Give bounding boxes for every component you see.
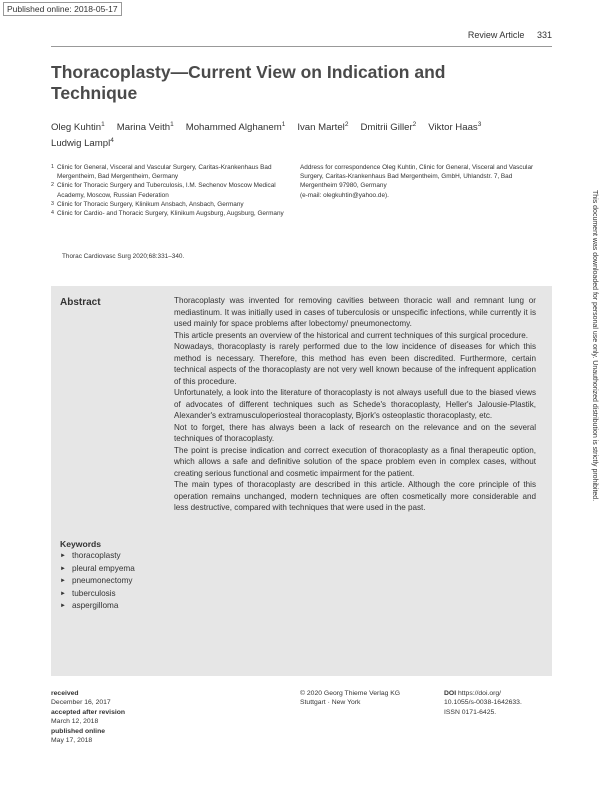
author-name-text: Mohammed Alghanem <box>185 122 282 134</box>
author-name <box>428 122 481 133</box>
page-number: 331 <box>536 30 552 40</box>
abstract-paragraph: Thoracoplasty was invented for removing cavities between thoracic wall and remnant lung or mediastinum. It was initially used in cases of tuberculosis or unspecific infections, while currently it is used mainly for space problems after lobectomy/ pneumonectomy. <box>174 296 536 328</box>
side-notice <box>588 190 598 580</box>
abstract-paragraph: Not to forget, there has always been a lack of research on the relevance and on the several techniques of thoracoplasty. <box>174 422 536 443</box>
correspondence <box>300 163 548 200</box>
affiliation-number: 3 <box>51 200 54 207</box>
abstract-paragraph: The main types of thoracoplasty are described in this article. Although the core principle of this operation remains unchanged, modern techniques are often cosmetically more considerable and less destructive, compared with techniques that were used in the past. <box>174 480 536 512</box>
article-title: Thoracoplasty—Current View on Indication and Technique <box>51 62 446 103</box>
keywords-heading: Keywords <box>60 539 102 549</box>
keyword-item: ► thoracoplasty <box>60 550 135 563</box>
author-name <box>51 138 114 149</box>
affiliation-item <box>51 200 291 209</box>
author-name <box>360 122 416 133</box>
affiliation-number: 4 <box>51 210 54 217</box>
author-affiliation-mark: 4 <box>110 137 114 145</box>
doi-id[interactable]: 10.1055/s-0038-1642633. <box>444 699 522 707</box>
correspondence-text: Oleg Kuhtin, Clinic for General, Visceral and Vascular Surgery, Caritas-Krankenhaus Bad Mergentheim, GmbH, Uhlandstr. 7, Bad Mergentheim 97980, Germany <box>300 164 534 190</box>
abstract-text <box>174 295 536 514</box>
keyword-item: ► aspergilloma <box>60 600 135 613</box>
author-affiliation-mark: 3 <box>477 121 482 128</box>
abstract-paragraph: The point is precise indication and correct execution of thoracoplasty as a final therapeutic option, which allows a safe and definitive solution of the space problem even in complex cases, without creating serious functional and cosmetic impairment for the patient. <box>174 445 536 478</box>
received-label: received <box>51 690 79 697</box>
author-name <box>117 122 174 133</box>
published-date: May 17, 2018 <box>51 737 93 745</box>
affiliations <box>51 163 291 218</box>
received-date: December 16, 2017 <box>51 699 111 707</box>
affiliation-item <box>51 181 291 199</box>
author-name-text: Dmitrii Giller <box>360 122 413 134</box>
published-label: published online <box>51 727 105 735</box>
correspondence-label: Address for correspondence <box>300 164 381 171</box>
article-type: Review Article <box>467 30 525 40</box>
affiliation-text: Clinic for Thoracic Surgery, Klinikum Ansbach, Ansbach, Germany <box>57 200 244 208</box>
author-name <box>186 122 286 133</box>
affiliation-number: 2 <box>51 182 54 189</box>
keywords-list <box>60 550 135 613</box>
author-name-text: Oleg Kuhtin <box>51 122 102 134</box>
accepted-date: March 12, 2018 <box>51 718 99 726</box>
abstract-heading: Abstract <box>60 297 101 308</box>
author-name-text: Ivan Martel <box>297 122 345 134</box>
keyword-item: ► pneumonectomy <box>60 575 135 588</box>
affiliation-text: Clinic for Thoracic Surgery and Tuberculosis, I.M. Sechenov Moscow Medical Academy, Moscow, Russian Federation <box>57 182 276 199</box>
affiliation-item <box>51 209 291 218</box>
correspondence-email[interactable]: (e-mail: olegkuhtin@yahoo.de). <box>300 191 389 199</box>
author-affiliation-mark: 1 <box>281 121 286 128</box>
author-affiliation-mark: 1 <box>170 121 174 128</box>
article-dates <box>51 689 125 745</box>
author-affiliation-mark: 2 <box>344 121 349 128</box>
doi-url[interactable]: https://doi.org/ <box>457 690 502 697</box>
header-rule <box>51 46 552 47</box>
author-name-text: Marina Veith <box>116 122 171 134</box>
author-name <box>297 122 348 133</box>
abstract-paragraph: Nowadays, thoracoplasty is rarely performed due to the low incidence of diseases for which this method is necessary. Therefore, this method has even been discredited. Furthermore, certain technical aspects of the thoracoplasty are not very well known because of the infrequent application of this procedure. <box>174 342 536 386</box>
abstract-paragraph: Unfortunately, a look into the literature of thoracoplasty is not always usefull due to the biased views of advocates of different techniques such as Schede's thoracoplasty, Heller's Jalousie-Plastik, Alexander's extramusculoperiosteal thoracoplasty, Bjork's osteoplastic thoracoplasty, etc. <box>174 388 536 420</box>
doi-info <box>444 689 522 717</box>
doi-label: DOI <box>444 690 457 697</box>
page-header <box>468 30 552 40</box>
author-name-text: Viktor Haas <box>428 122 478 134</box>
copyright: © 2020 Georg Thieme Verlag KG <box>300 690 401 697</box>
side-notice-text: This document was downloaded for personal use only. Unauthorized distribution is strictly prohibited. <box>591 190 598 502</box>
issn: ISSN 0171-6425. <box>444 708 497 716</box>
affiliation-text: Clinic for Cardio- and Thoracic Surgery, Klinikum Augsburg, Augsburg, Germany <box>57 210 284 218</box>
citation: Thorac Cardiovasc Surg 2020;68:331–340. <box>62 253 185 260</box>
accepted-label: accepted after revision <box>51 708 126 716</box>
publisher-info <box>300 689 400 708</box>
author-name-text: Ludwig Lampl <box>51 138 111 150</box>
author-affiliation-mark: 2 <box>412 121 417 128</box>
author-list <box>51 118 551 150</box>
keyword-item: ► pleural empyema <box>60 563 135 576</box>
affiliation-text: Clinic for General, Visceral and Vascular Surgery, Caritas-Krankenhaus Bad Mergentheim, Bad Mergentheim, Germany <box>57 164 272 181</box>
keyword-item: ► tuberculosis <box>60 588 135 601</box>
published-online-stamp: Published online: 2018-05-17 <box>3 2 122 16</box>
affiliation-item <box>51 163 291 181</box>
author-name <box>51 122 105 133</box>
publisher-location: Stuttgart · New York <box>300 699 361 707</box>
affiliation-number: 1 <box>51 164 54 170</box>
abstract-paragraph: This article presents an overview of the historical and current techniques of this surgical procedure. <box>174 330 529 340</box>
author-affiliation-mark: 1 <box>101 121 105 128</box>
